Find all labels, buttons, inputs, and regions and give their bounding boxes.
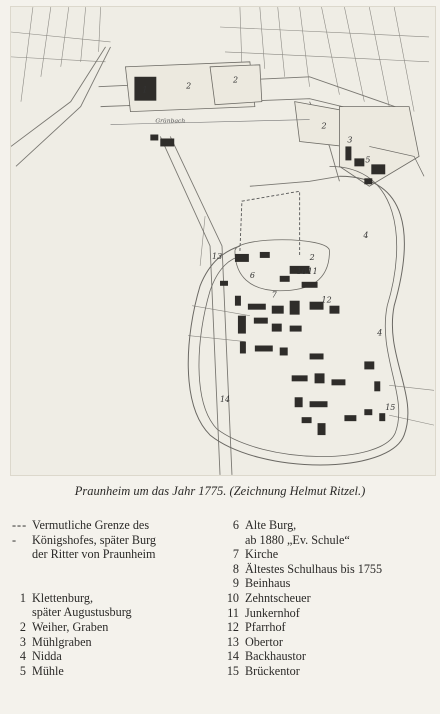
legend-item-8: 8 Ältestes Schulhaus bis 1755: [232, 561, 383, 576]
legend-item-6: 6 Alte Burg, ab 1880 „Ev. Schule“: [232, 518, 350, 547]
map-label-7: 7: [271, 290, 277, 300]
legend-item-13: 13 Obertor: [226, 634, 283, 649]
map-label-14: 14: [220, 395, 231, 405]
legend-item-5: 5 Mühle: [19, 663, 64, 678]
nidda-river: [188, 176, 408, 465]
legend-item-12: 12 Pfarrhof: [226, 620, 286, 635]
legend-item-3: 3 Mühlgraben: [19, 634, 92, 649]
royal-court-boundary: [240, 191, 300, 256]
legend-item-1: 1 Klettenburg, später Augustusburg: [19, 590, 132, 620]
map-label-12: 12: [321, 295, 332, 305]
map-label-4a: 4: [363, 231, 369, 241]
village-map: [10, 6, 436, 476]
legend-item-14: 14 Backhaustor: [226, 649, 306, 664]
legend-item-11: 11 Junkernhof: [227, 605, 300, 620]
legend-right: [225, 518, 437, 679]
boundary-legend: [12, 518, 222, 562]
map-label-2b: 2: [232, 75, 239, 85]
legend-item-15: 15 Brückentor: [226, 663, 300, 678]
map-label-3: 3: [347, 135, 353, 145]
boundary-line: Königshofes, später Burg: [32, 532, 157, 547]
dash-symbol: ----: [12, 518, 28, 547]
map-label-6: 6: [249, 270, 255, 280]
stream-label: Grünbach: [155, 117, 186, 125]
stream: [111, 117, 310, 125]
legend-item-9: 9 Beinhaus: [232, 576, 291, 591]
legend-item-10: 10 Zehntscheuer: [226, 590, 311, 605]
map-label-2a: 2: [186, 81, 192, 91]
map-label-1: 1: [142, 85, 148, 95]
map-label-4b: 4: [377, 328, 383, 338]
legend-left: [12, 518, 222, 678]
boundary-line: Vermutliche Grenze des: [32, 518, 150, 532]
map-label-11: 11: [307, 266, 318, 276]
map-label-15: 15: [385, 403, 396, 413]
map-label-13: 13: [212, 251, 223, 261]
map-label-2d: 2: [309, 252, 315, 262]
legend-item-7: 7 Kirche: [232, 547, 279, 562]
map-label-10: 10: [296, 266, 307, 276]
boundary-line: der Ritter von Praunheim: [32, 547, 156, 562]
legend-item-4: 4 Nidda: [19, 649, 62, 664]
legend-item-2: 2 Weiher, Graben: [19, 619, 109, 634]
map-drawing: [11, 7, 435, 475]
map-label-2c: 2: [321, 121, 327, 131]
map-caption: Praunheim um das Jahr 1775. (Zeichnung Helmut Ritzel.): [74, 484, 366, 498]
map-label-5: 5: [365, 155, 371, 165]
